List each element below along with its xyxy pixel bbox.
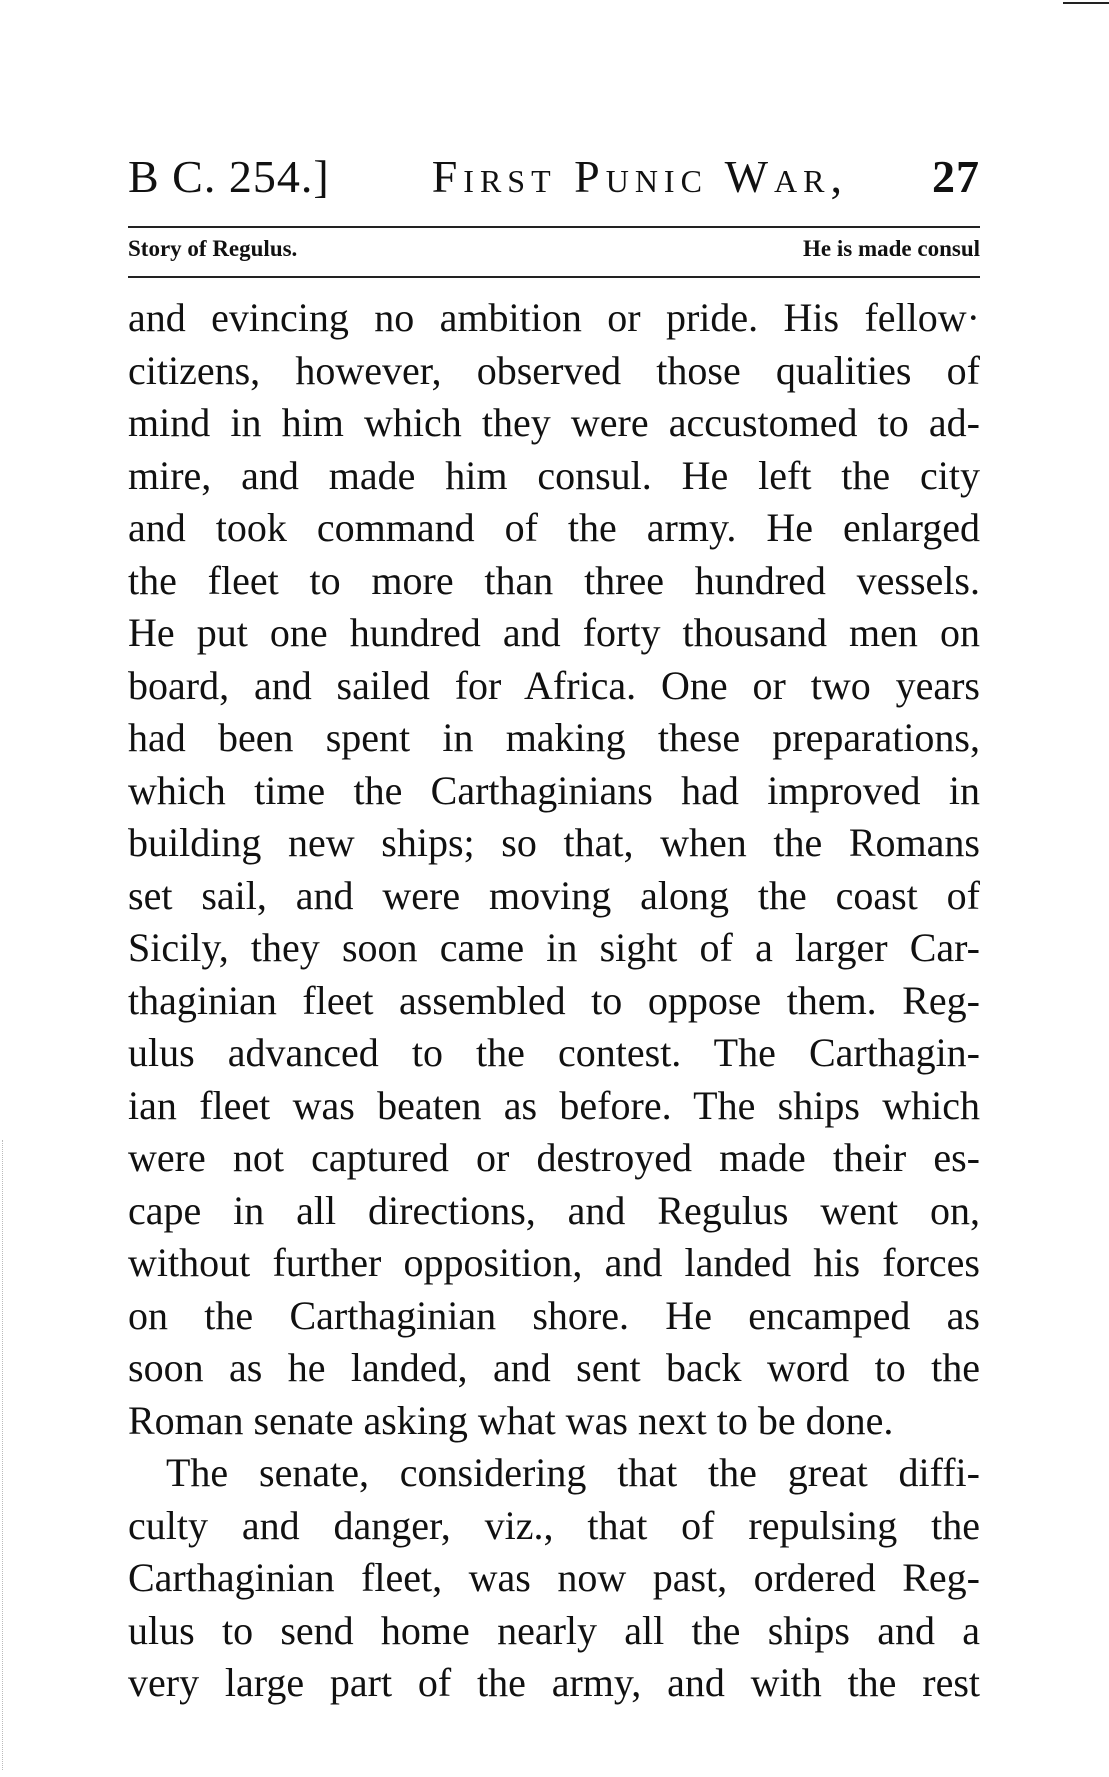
header-rule-bottom <box>128 276 980 278</box>
text-line: ulus to send home nearly all the ships and a <box>128 1607 980 1653</box>
text-line: mind in him which they were accustomed to ad- <box>128 400 980 445</box>
subheader-right: He is made consul <box>803 236 980 261</box>
text-line: Carthaginian fleet, was now past, ordered Reg- <box>128 1555 980 1600</box>
paragraph <box>128 292 980 1447</box>
subheader <box>128 236 980 262</box>
corner-rule <box>1063 2 1109 4</box>
text-line: Roman senate asking what was next to be done. <box>128 1397 894 1443</box>
text-line: and evincing no ambition or pride. His fellow· <box>128 295 980 340</box>
text-line: mire, and made him consul. He left the city <box>128 452 980 498</box>
text-line: and took command of the army. He enlarged <box>128 505 980 550</box>
text-line: soon as he landed, and sent back word to the <box>128 1345 980 1390</box>
text-line: thaginian fleet assembled to oppose them. Reg- <box>128 977 980 1023</box>
text-line: Sicily, they soon came in sight of a larger Car- <box>128 925 980 970</box>
text-line: were not captured or destroyed made their es- <box>128 1135 980 1180</box>
body-text <box>128 292 980 1710</box>
text-line: very large part of the army, and with the rest <box>128 1660 980 1705</box>
subheader-left: Story of Regulus. <box>128 236 298 261</box>
paragraph <box>128 1447 980 1710</box>
text-line: board, and sailed for Africa. One or two years <box>128 662 980 708</box>
running-head-title: First Punic War, <box>431 151 848 202</box>
text-line: citizens, however, observed those qualities of <box>128 347 980 393</box>
page-number: 27 <box>932 151 980 202</box>
text-line: without further opposition, and landed his forces <box>128 1240 980 1285</box>
margin-scan-marks <box>2 1140 7 1770</box>
running-head-date: B C. 254.] <box>128 151 330 202</box>
text-line: The senate, considering that the great diffi- <box>166 1450 980 1495</box>
text-line: ulus advanced to the contest. The Carthagin- <box>128 1030 980 1075</box>
text-line: ian fleet was beaten as before. The ships which <box>128 1082 980 1128</box>
header-rule-top <box>128 226 980 228</box>
text-line: set sail, and were moving along the coast of <box>128 872 980 918</box>
text-line: culty and danger, viz., that of repulsing the <box>128 1502 980 1548</box>
text-line: cape in all directions, and Regulus went on, <box>128 1187 980 1233</box>
text-line: which time the Carthaginians had improved in <box>128 767 980 813</box>
text-line: had been spent in making these preparations, <box>128 715 980 760</box>
text-line: He put one hundred and forty thousand men on <box>128 610 980 655</box>
running-head <box>128 150 980 210</box>
text-line: building new ships; so that, when the Romans <box>128 820 980 865</box>
text-line: on the Carthaginian shore. He encamped as <box>128 1292 980 1338</box>
text-line: the fleet to more than three hundred vessels. <box>128 557 980 603</box>
